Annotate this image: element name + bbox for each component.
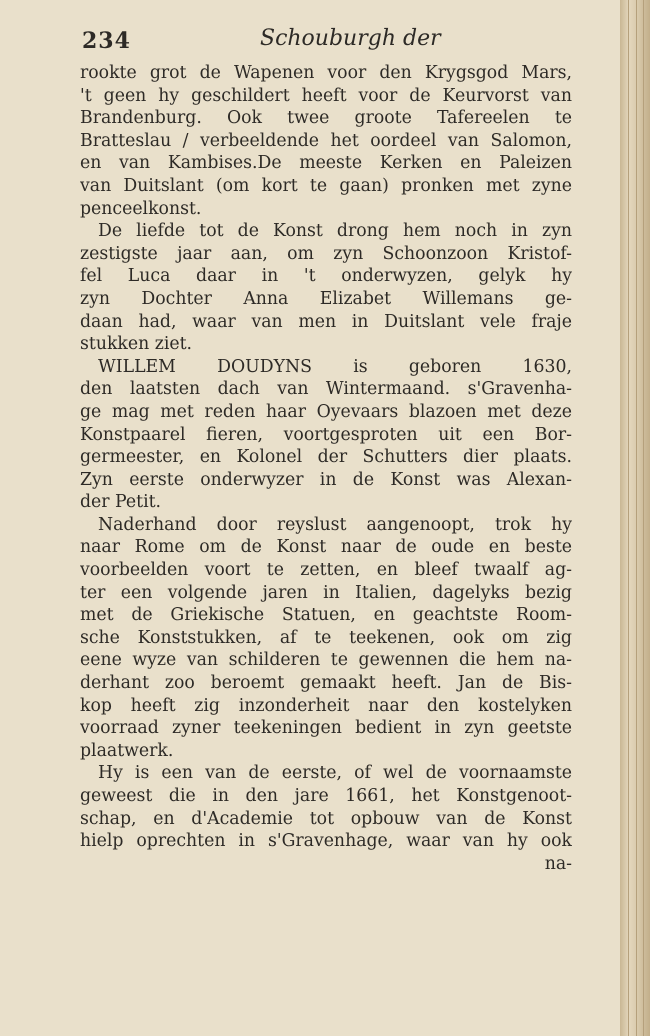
text-line: ter een volgende jaren in Italien, dagelyks bezig <box>80 582 572 603</box>
text-line: Brandenburg. Ook twee groote Tafereelen te <box>80 108 572 129</box>
text-line: Konstpaarel fieren, voortgesproten uit een Bor- <box>80 424 572 445</box>
text-line: penceelkonst. <box>80 198 202 219</box>
text-line: ge mag met reden haar Oyevaars blazoen met deze <box>80 401 572 422</box>
text-line: hielp oprechten in s'Gravenhage, waar van hy ook <box>80 831 572 852</box>
body-text <box>80 62 572 875</box>
text-line: plaatwerk. <box>80 740 174 761</box>
text-line: Zyn eerste onderwyzer in de Konst was Alexan- <box>80 469 572 490</box>
text-line: en van Kambises.De meeste Kerken en Paleizen <box>80 153 572 174</box>
text-line: Hy is een van de eerste, of wel de voornaamste <box>98 763 572 784</box>
page-number: 234 <box>82 28 131 54</box>
text-line: WILLEM DOUDYNS is geboren 1630, <box>98 356 572 377</box>
text-line: der Petit. <box>80 492 162 513</box>
text-line: naar Rome om de Konst naar de oude en beste <box>80 537 572 558</box>
text-line: eene wyze van schilderen te gewennen die hem na- <box>80 650 572 671</box>
text-line: zestigste jaar aan, om zyn Schoonzoon Kristof- <box>80 243 572 264</box>
text-line: voorbeelden voort te zetten, en bleef twaalf ag- <box>80 560 572 581</box>
text-line: den laatsten dach van Wintermaand. s'Gravenha- <box>80 379 572 400</box>
text-line: 't geen hy geschildert heeft voor de Keurvorst van <box>80 85 572 106</box>
text-line: germeester, en Kolonel der Schutters dier plaats. <box>80 447 572 468</box>
text-line: kop heeft zig inzonderheit naar den kostelyken <box>80 695 572 716</box>
text-line: stukken ziet. <box>80 334 193 355</box>
text-line: geweest die in den jare 1661, het Konstgenoot- <box>80 786 572 806</box>
text-line: De liefde tot de Konst drong hem noch in zyn <box>98 221 572 242</box>
text-line: na- <box>544 853 572 874</box>
text-line: van Duitslant (om kort te gaan) pronken met zyne <box>80 175 572 196</box>
page-header <box>82 26 602 62</box>
text-line: voorraad zyner teekeningen bedient in zyn geetste <box>80 718 572 739</box>
text-line: fel Luca daar in 't onderwyzen, gelyk hy <box>80 266 572 287</box>
text-line: Bratteslau / verbeeldende het oordeel van Salomon, <box>80 130 572 151</box>
text-line: schap, en d'Academie tot opbouw van de Konst <box>80 808 572 829</box>
page-edge <box>620 0 650 1036</box>
text-line: sche Konststukken, af te teekenen, ook om zig <box>80 627 572 648</box>
text-line: daan had, waar van men in Duitslant vele fraje <box>80 311 572 332</box>
text-line: derhant zoo beroemt gemaakt heeft. Jan de Bis- <box>80 673 572 694</box>
text-line: met de Griekische Statuen, en geachtste Room- <box>80 605 572 626</box>
text-line: zyn Dochter Anna Elizabet Willemans ge- <box>80 288 572 309</box>
running-head: Schouburgh der <box>260 26 441 51</box>
text-line: Naderhand door reyslust aangenoopt, trok hy <box>98 514 572 535</box>
text-line: rookte grot de Wapenen voor den Krygsgod Mars, <box>80 63 572 83</box>
